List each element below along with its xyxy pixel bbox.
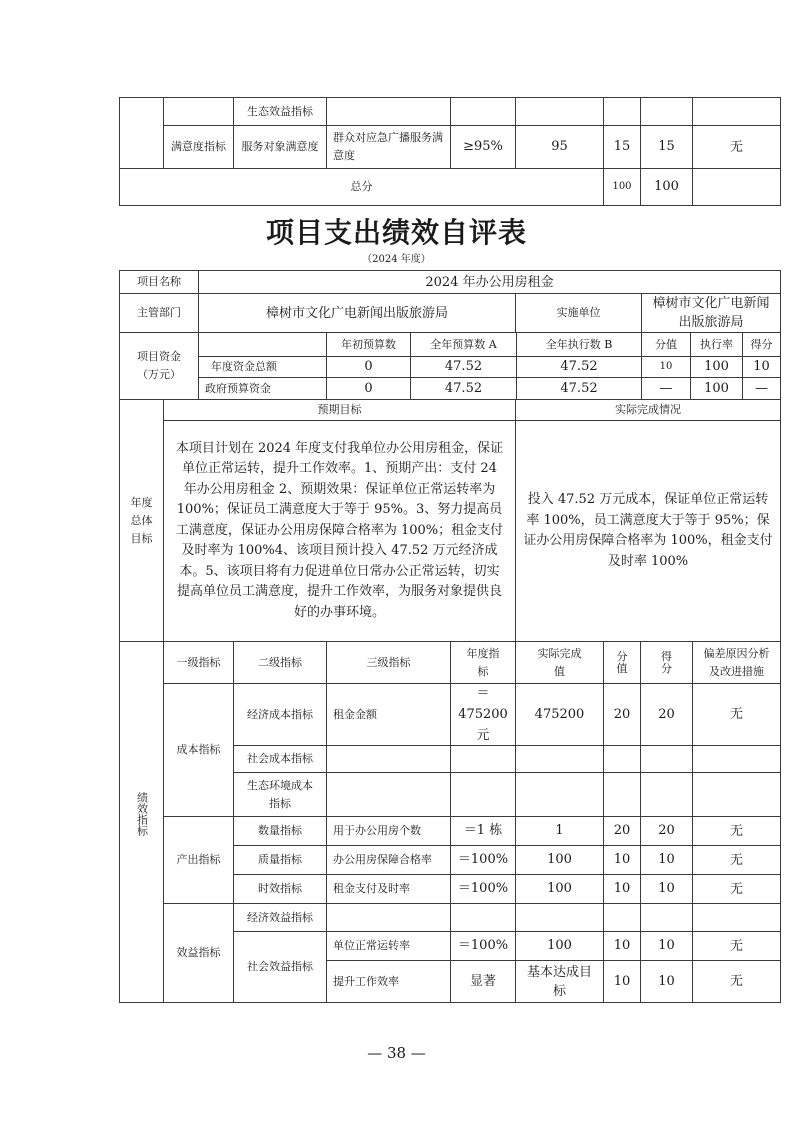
ind-row-deviation: 无 [692,816,781,846]
ind-row-level2: 时效指标 [233,874,327,904]
ind-row-actual: 1 [515,816,604,846]
ind-row-weight: 10 [603,845,641,875]
ind-header-level3: 三级指标 [326,641,451,684]
funds-row-gov-score: — [742,377,781,400]
funds-row-total-weight: 10 [641,356,691,378]
dept-value: 樟树市文化广电新闻出版旅游局 [198,293,516,333]
goals-label-line3: 目标 [130,531,153,545]
ind-row-level3 [326,903,451,932]
ind-row-target: ＝100% [450,845,516,875]
ind-row-level3: 办公用房保障合格率 [326,845,451,875]
ind-row-actual: 100 [515,845,604,875]
ind-row-level2: 质量指标 [233,845,327,875]
prev-weight-value: 15 [603,125,641,169]
funds-label-line2: （万元） [137,368,181,381]
ind-header-weight: 分值 [603,641,641,684]
funds-label [119,332,199,400]
funds-row-gov-annual: 47.52 [410,377,517,400]
prev-total-blank [692,168,781,206]
ind-row-score [640,903,693,932]
prev-level2-ecological: 生态效益指标 [233,97,327,126]
funds-row-total-rate: 100 [690,356,743,378]
ind-row-level2: 经济效益指标 [233,903,327,932]
ind-row-target: 显著 [450,960,516,1003]
ind-row-level3: 用于办公用房个数 [326,816,451,846]
prev-weight [603,97,641,126]
prev-deviation-value: 无 [692,125,781,169]
ind-row-actual: 基本达成目标 [515,960,604,1003]
ind-row-score: 10 [640,874,693,904]
funds-header-blank [198,332,327,357]
funds-header-executed: 全年执行数 B [516,332,642,357]
page-subtitle: （2024 年度） [362,254,431,265]
ind-row-weight [603,903,641,932]
ind-row-target [450,745,516,773]
ind-row-level3: 单位正常运转率 [326,931,451,961]
ind-row-actual: 475200 [515,683,604,746]
ind-row-score: 10 [640,931,693,961]
funds-header-rate: 执行率 [690,332,743,357]
funds-row-total-executed: 47.52 [516,356,642,378]
ind-row-weight: 20 [603,816,641,846]
ind-row-level2: 社会成本指标 [233,745,327,773]
ind-row-deviation: 无 [692,931,781,961]
funds-row-total-annual: 47.52 [410,356,517,378]
ind-header-level1: 一级指标 [163,641,234,684]
ind-row-actual [515,745,604,773]
funds-header-score: 得分 [742,332,781,357]
ind-row-level2-social-benefit: 社会效益指标 [233,931,327,1003]
ind-row-deviation [692,745,781,773]
ind-row-score [640,745,693,773]
funds-header-annual: 全年预算数 A [410,332,517,357]
prev-level2-service: 服务对象满意度 [233,125,327,169]
impl-value: 樟树市文化广电新闻出版旅游局 [641,293,781,333]
ind-row-score: 20 [640,683,693,746]
ind-row-actual: 100 [515,931,604,961]
ind-row-target: ＝475200元 [450,683,516,746]
funds-row-total-initial: 0 [326,356,411,378]
goals-label-line2: 总体 [130,513,153,527]
prev-target [450,97,516,126]
funds-row-total-score: 10 [742,356,781,378]
prev-table-blank-col [119,97,164,169]
prev-deviation [692,97,781,126]
goals-label-line1: 年度 [130,495,153,509]
prev-total-label: 总分 [119,168,604,206]
ind-row-deviation: 无 [692,845,781,875]
ind-row-weight [603,772,641,817]
page-title: 项目支出绩效自评表 [265,216,527,249]
ind-row-level3: 提升工作效率 [326,960,451,1003]
ind-header-level2: 二级指标 [233,641,327,684]
ind-row-level3: 租金金额 [326,683,451,746]
ind-row-target [450,903,516,932]
ind-row-level2: 经济成本指标 [233,683,327,746]
expected-goal-header: 预期目标 [163,399,516,421]
funds-header-initial: 年初预算数 [326,332,411,357]
ind-header-deviation: 偏差原因分析及改进措施 [692,641,781,684]
prev-level1-blank [163,97,234,126]
impl-label: 实施单位 [515,293,642,333]
ind-row-target: ＝1 栋 [450,816,516,846]
ind-row-target: ＝100% [450,874,516,904]
ind-header-actual: 实际完成值 [515,641,604,684]
project-name-label: 项目名称 [119,270,199,294]
prev-total-weight: 100 [603,168,641,206]
ind-header-target: 年度指标 [450,641,516,684]
funds-row-gov-rate: 100 [690,377,743,400]
prev-score [640,97,693,126]
page-number: — 38 — [367,1044,426,1062]
ind-row-level3: 租金支付及时率 [326,874,451,904]
ind-row-deviation [692,903,781,932]
funds-label-line1: 项目资金 [137,350,181,363]
prev-score-value: 15 [640,125,693,169]
ind-row-weight: 10 [603,874,641,904]
ind-row-weight: 20 [603,683,641,746]
ind-row-weight [603,745,641,773]
prev-level3 [326,97,451,126]
ind-group-cost: 成本指标 [163,683,234,817]
indicators-label-text: 绩效指标 [135,792,149,836]
ind-row-score: 10 [640,845,693,875]
prev-actual [515,97,604,126]
prev-level3-broadcast: 群众对应急广播服务满意度 [326,125,451,169]
actual-result-text: 投入 47.52 万元成本，保证单位正常运转率 100%，员工满意度大于等于 95%；保证办公用房保障合格率为 100%，租金支付及时率 100% [515,420,781,642]
ind-row-level3 [326,772,451,817]
indicators-label [119,641,164,1003]
ind-row-target [450,772,516,817]
project-name-value: 2024 年办公用房租金 [198,270,781,294]
funds-row-total-name: 年度资金总额 [198,356,327,378]
ind-row-level2: 数量指标 [233,816,327,846]
ind-row-deviation: 无 [692,683,781,746]
ind-row-actual [515,772,604,817]
funds-row-gov-name: 政府预算资金 [198,377,327,400]
actual-result-header: 实际完成情况 [515,399,781,421]
prev-target-value: ≥95% [450,125,516,169]
prev-level1-satisfaction: 满意度指标 [163,125,234,169]
ind-row-score: 10 [640,960,693,1003]
funds-header-weight: 分值 [641,332,691,357]
ind-row-actual: 100 [515,874,604,904]
funds-row-gov-weight: — [641,377,691,400]
ind-row-weight: 10 [603,960,641,1003]
prev-total-score: 100 [640,168,693,206]
prev-actual-value: 95 [515,125,604,169]
dept-label: 主管部门 [119,293,199,333]
ind-row-level3 [326,745,451,773]
ind-group-benefit: 效益指标 [163,903,234,1003]
ind-row-actual [515,903,604,932]
ind-row-level2: 生态环境成本指标 [233,772,327,817]
funds-row-gov-executed: 47.52 [516,377,642,400]
ind-row-deviation [692,772,781,817]
expected-goal-text: 本项目计划在 2024 年度支付我单位办公用房租金，保证单位正常运转，提升工作效率。1、预期产出：支付 24 年办公用房租金 2、预期效果：保证单位正常运转率为 100%；保证员工满意度大于等于 95%。3、努力提高员工满意度，保证办公用房保障合格率为 100%；租金支付及时率为 100%4、该项目预计投入 47.52 万元经济成本。5、该项目将有力促进单位日常办公正常运转，切实提高单位员工满意度，提升工作效率，为服务对象提供良好的办事环境。 [163,420,516,642]
goals-label [119,399,164,642]
ind-row-weight: 10 [603,931,641,961]
ind-group-output: 产出指标 [163,816,234,904]
ind-row-deviation: 无 [692,960,781,1003]
ind-row-deviation: 无 [692,874,781,904]
ind-row-score [640,772,693,817]
ind-row-target: ＝100% [450,931,516,961]
funds-row-gov-initial: 0 [326,377,411,400]
ind-header-score: 得分 [640,641,693,684]
ind-row-score: 20 [640,816,693,846]
